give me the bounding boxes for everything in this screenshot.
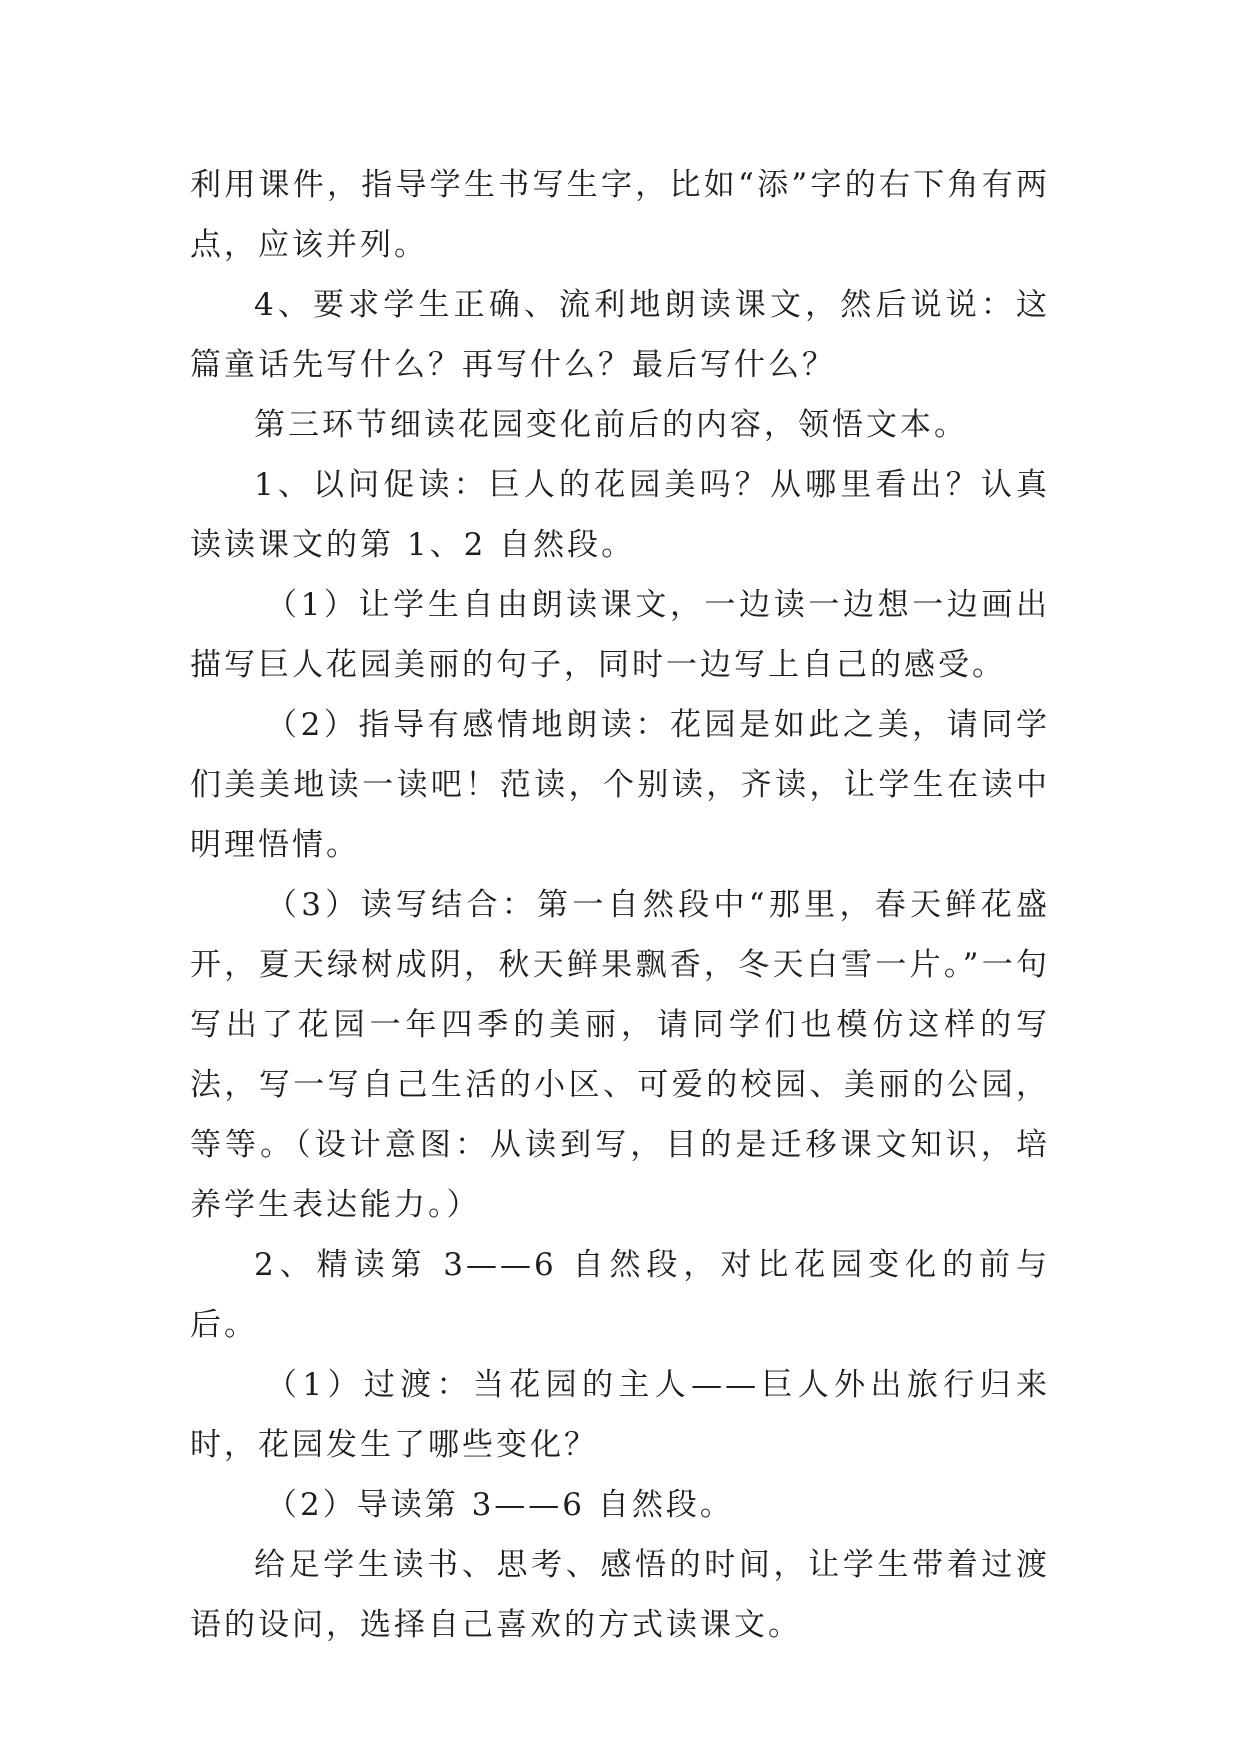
paragraph-8: 2、精读第 3——6 自然段，对比花园变化的前与后。 [190,1247,1050,1343]
paragraph-5: （1）让学生自由朗读课文，一边读一边想一边画出描写巨人花园美丽的句子，同时一边写上自己的感受。 [190,587,1050,683]
paragraph-9: （1）过渡：当花园的主人——巨人外出旅行归来时，花园发生了哪些变化？ [190,1367,1050,1463]
paragraph-1: 利用课件，指导学生书写生字，比如“添”字的右下角有两点，应该并列。 [190,167,1050,263]
paragraph-4: 1、以问促读：巨人的花园美吗？从哪里看出？认真读读课文的第 1、2 自然段。 [190,467,1050,563]
document-body [190,155,1050,1655]
paragraph-11: 给足学生读书、思考、感悟的时间，让学生带着过渡语的设问，选择自己喜欢的方式读课文。 [190,1547,1050,1643]
section-heading-3: 第三环节细读花园变化前后的内容，领悟文本。 [254,407,968,443]
paragraph-7: （3）读写结合：第一自然段中“那里，春天鲜花盛开，夏天绿树成阴，秋天鲜果飘香，冬天白雪一片。”一句写出了花园一年四季的美丽，请同学们也模仿这样的写法，写一写自己生活的小区、可爱的校园、美丽的公园，等等。（设计意图：从读到写，目的是迁移课文知识，培养学生表达能力。） [190,887,1050,1223]
paragraph-10: （2）导读第 3——6 自然段。 [266,1487,734,1523]
paragraph-6: （2）指导有感情地朗读：花园是如此之美，请同学们美美地读一读吧！范读，个别读，齐读，让学生在读中明理悟情。 [190,707,1050,863]
paragraph-2: 4、要求学生正确、流利地朗读课文，然后说说：这篇童话先写什么？再写什么？最后写什么？ [190,287,1050,383]
